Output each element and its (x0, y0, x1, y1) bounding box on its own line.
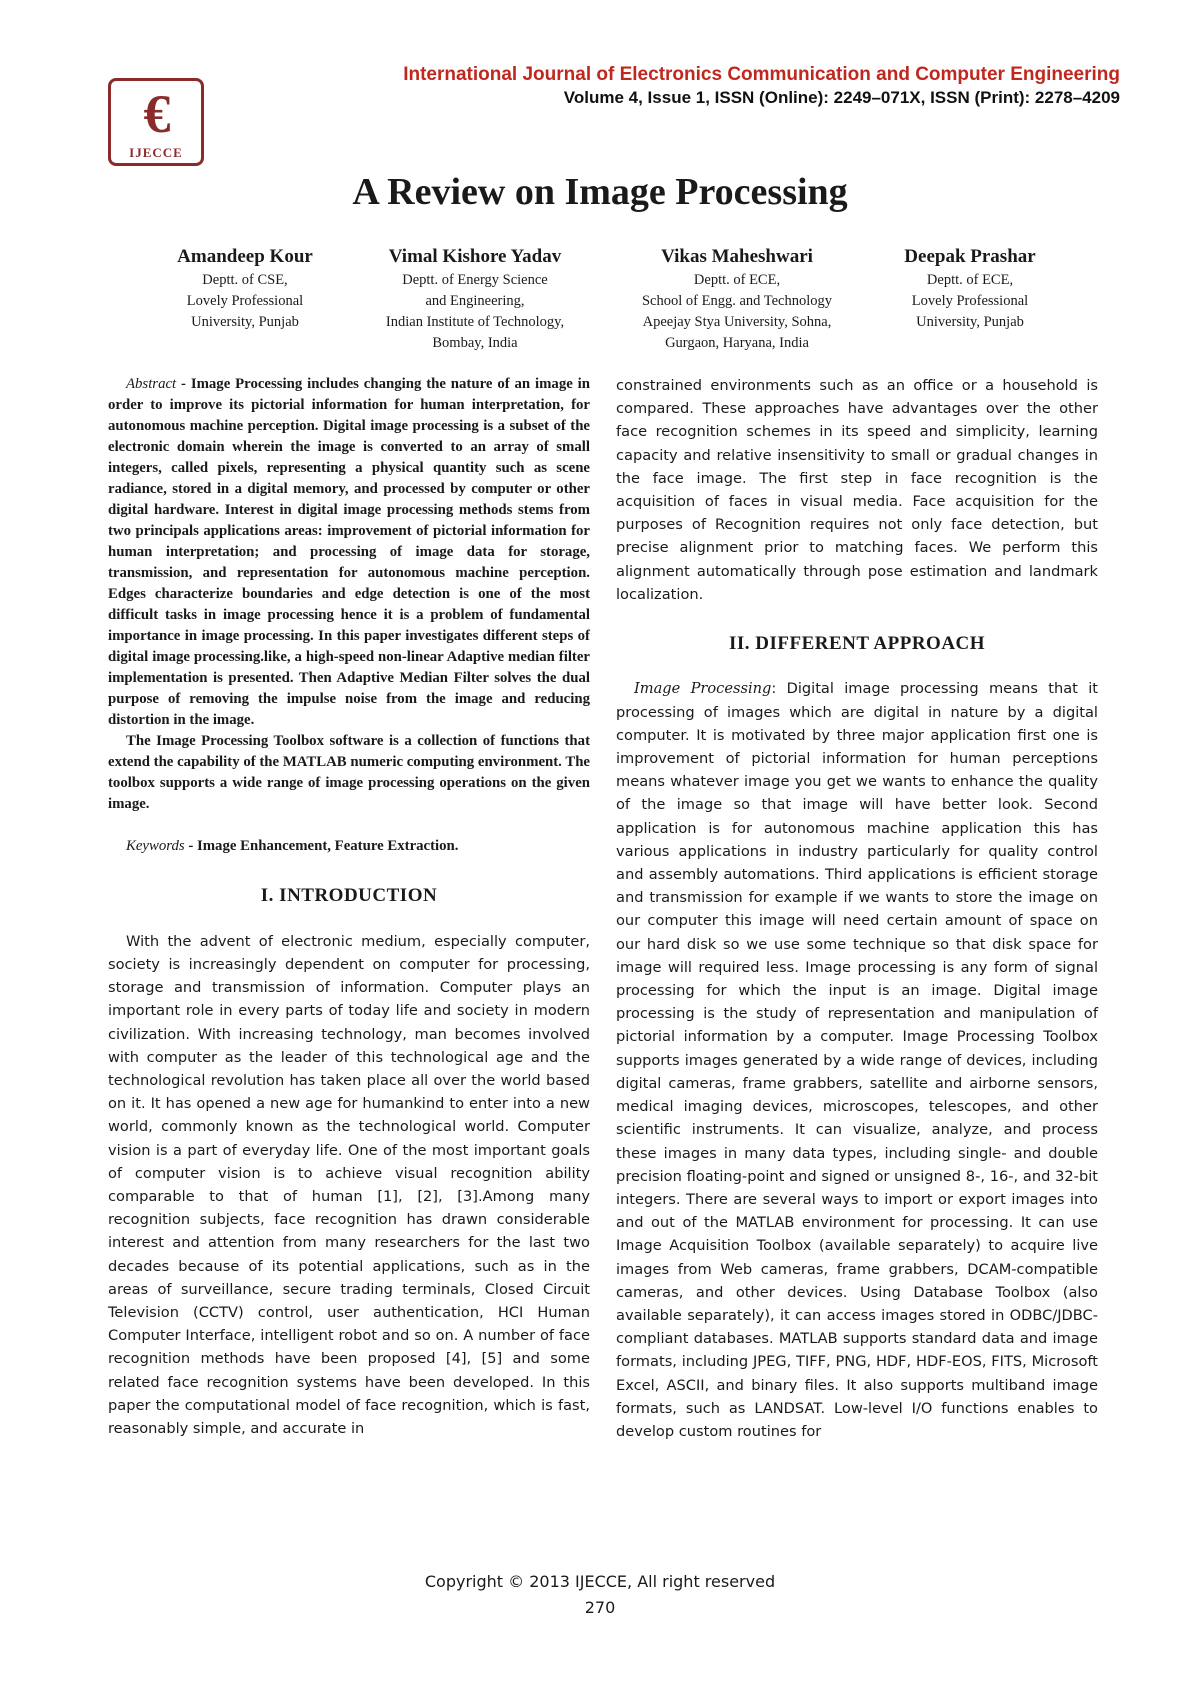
section-heading-different-approach: II. DIFFERENT APPROACH (728, 633, 986, 655)
keywords-label: Keywords (126, 838, 185, 854)
abstract (108, 374, 590, 815)
author-block (612, 244, 862, 354)
abstract-paragraph-2: The Image Processing Toolbox software is a collection of functions that extend the capability of the MATLAB numeric computing environment. The toolbox supports a wide range of image processing operations on the given image. (108, 733, 590, 812)
author-affiliation-line: Deptt. of Energy Science (402, 272, 548, 288)
author-affiliation-line: Lovely Professional (911, 293, 1029, 309)
author-name: Deepak Prashar (904, 246, 1036, 267)
author-affiliation-line: Deptt. of CSE, (202, 272, 288, 288)
keywords-text: - Image Enhancement, Feature Extraction. (188, 838, 459, 854)
author-affiliation-line: Indian Institute of Technology, (385, 314, 565, 330)
introduction-paragraph: With the advent of electronic medium, especially computer, society is increasingly dependent on computer for processing, storage and transmission of information. Computer plays an important role in every parts of today life and society in modern civilization. With increasing technology, man becomes involved with computer as the leader of this technological age and the technological revolution has taken place all over the world based on it. It has opened a new age for humankind to enter into a new world, commonly known as the technological world. Computer vision is a part of everyday life. One of the most important goals of computer vision is to achieve visual recognition ability comparable to that of human [1], [2], [3].Among many recognition subjects, face recognition has drawn considerable interest and attention from many researchers for the last two decades because of its potential applications, such as in the areas of surveillance, secure trading terminals, Closed Circuit Television (CCTV) control, user authentication, HCI Human Computer Interface, intelligent robot and so on. A number of face recognition methods have been proposed [4], [5] and some related face recognition systems have been developed. In this paper the computational model of face recognition, which is fast, reasonably simple, and accurate in (108, 932, 590, 1438)
author-affiliation-line: Deptt. of ECE, (926, 272, 1014, 288)
journal-name: International Journal of Electronics Communication and Computer Engineering (403, 64, 1120, 85)
abstract-paragraph (108, 374, 590, 731)
author-name: Vimal Kishore Yadav (388, 246, 562, 267)
author-name: Vikas Maheshwari (661, 246, 813, 267)
page-number: 270 (584, 1598, 616, 1617)
approach-text: : Digital image processing means that it processing of images which are digital in nature by a digital computer. It is motivated by three major application first one is improvement of pictorial information for human perceptions means whatever image you get we wants to enhance the quality of the image so that image will have better look. Second application is for autonomous machine application this has various applications in industry particularly for quality control and assembly automations. Third applications is efficient storage and transmission for example if we wants to store the image on our computer this image will need certain amount of space on our hard disk so we use some technique so that disk space for image will required less. Image processing is any form of signal processing for which the input is an image. Digital image processing is the study of representation and manipulation of pictorial information by a computer. Image Processing Toolbox supports images generated by a wide range of devices, including digital cameras, frame grabbers, satellite and airborne sensors, medical imaging devices, microscopes, telescopes, and other scientific instruments. It can visualize, analyze, and process these images in many data types, including single- and double precision floating-point and signed or unsigned 8-, 16-, and 32-bit integers. There are several ways to import or export images into and out of the MATLAB environment for processing. It can use Image Acquisition Toolbox (available separately) to acquire live images from Web cameras, frame grabbers, DCAM-compatible cameras, and other devices. Using Database Toolbox (also available separately), it can access images stored in ODBC/JDBC-compliant databases. MATLAB supports standard data and image formats, including JPEG, TIFF, PNG, HDF, HDF-EOS, FITS, Microsoft Excel, ASCII, and binary files. It also supports multiband image formats, such as LANDSAT. Low-level I/O functions enables to develop custom routines for (616, 680, 1098, 1440)
author-affiliation-line: Bombay, India (432, 335, 518, 351)
author-affiliation-line: and Engineering, (425, 293, 525, 309)
journal-logo (108, 78, 204, 166)
section-heading-introduction: I. INTRODUCTION (260, 885, 438, 907)
author-block (140, 244, 350, 333)
paper-title: A Review on Image Processing (352, 171, 848, 213)
author-affiliation-line: University, Punjab (191, 314, 299, 330)
author-block (360, 244, 590, 354)
approach-paragraph (616, 677, 1098, 1443)
author-affiliation-line: Apeejay Stya University, Sohna, (642, 314, 832, 330)
copyright-notice: Copyright © 2013 IJECCE, All right reserved (424, 1572, 776, 1591)
logo-text: IJECCE (129, 145, 183, 160)
author-affiliation-line: School of Engg. and Technology (641, 293, 832, 309)
author-affiliation-line: Deptt. of ECE, (693, 272, 781, 288)
keywords (108, 835, 590, 858)
journal-issue-line: Volume 4, Issue 1, ISSN (Online): 2249–071X, ISSN (Print): 2278–4209 (563, 88, 1120, 107)
logo-emblem-icon: € (143, 84, 171, 144)
author-name: Amandeep Kour (177, 246, 313, 267)
left-column (108, 374, 590, 1440)
author-block (880, 244, 1060, 333)
introduction-continuation: constrained environments such as an office or a household is compared. These approaches have advantages over the other face recognition schemes in its speed and simplicity, learning capacity and relative insensitivity to small or gradual changes in the face image. The first step in face recognition is the acquisition of faces in visual media. Face acquisition for the purposes of Recognition requires not only face detection, but precise alignment prior to matching faces. We perform this alignment automatically through pose estimation and landmark localization. (616, 377, 1098, 603)
author-affiliation-line: Lovely Professional (186, 293, 304, 309)
abstract-label: Abstract (126, 376, 177, 392)
right-column (616, 374, 1098, 1443)
author-affiliation-line: University, Punjab (916, 314, 1024, 330)
author-affiliation-line: Gurgaon, Haryana, India (665, 335, 809, 351)
approach-lead-label: Image Processing (634, 680, 772, 698)
abstract-text: - Image Processing includes changing the nature of an image in order to improve its pictorial information for human interpretation, for autonomous machine perception. Digital image processing is a subset of the electronic domain wherein the image is converted to an array of small integers, called pixels, representing a physical quantity such as scene radiance, stored in a digital memory, and processed by computer or other digital hardware. Interest in digital image processing methods stems from two principals applications areas: improvement of pictorial information for human interpretation; and processing of image data for storage, transmission, and representation for autonomous machine perception. Edges characterize boundaries and edge detection is one of the most difficult tasks in image processing hence it is a problem of fundamental importance in image processing. In this paper investigates different steps of digital image processing.like, a high-speed non-linear Adaptive median filter implementation is presented. Then Adaptive Median Filter solves the dual purpose of removing the impulse noise from the image and reducing distortion in the image. (108, 376, 590, 728)
